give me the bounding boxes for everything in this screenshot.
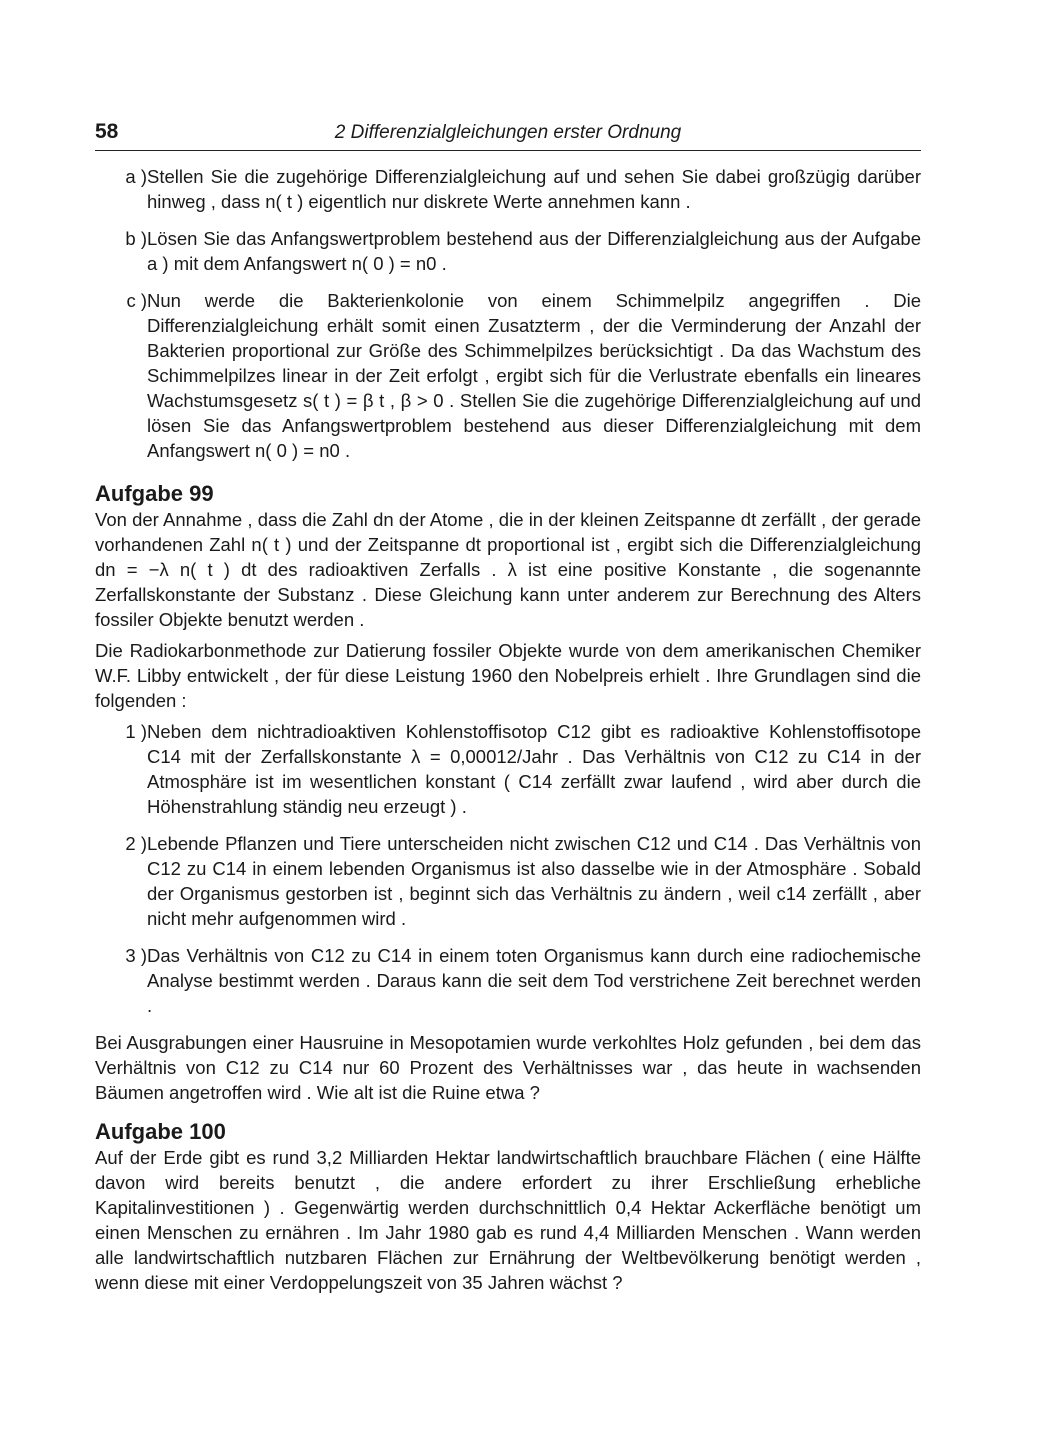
item-text: Das Verhältnis von C12 zu C14 in einem toten Organismus kann durch eine radiochemische Analyse bestimmt werden . Daraus kann die seit dem Tod verstrichene Zeit berechnet werden . <box>147 945 921 1016</box>
list-item <box>95 719 921 819</box>
page-content <box>95 164 921 1295</box>
list-item <box>95 288 921 463</box>
exercise-heading: Aufgabe 99 <box>95 481 214 506</box>
list-item <box>95 226 921 276</box>
chapter-title: 2 Differenzialgleichungen erster Ordnung <box>334 122 682 143</box>
paragraph: Die Radiokarbonmethode zur Datierung fossiler Objekte wurde von dem amerikanischen Chemiker W.F. Libby entwickelt , der für diese Leistung 1960 den Nobelpreis erhielt . Ihre Grundlagen sind die folgenden : <box>95 640 921 711</box>
item-label: 2 ) <box>125 833 147 854</box>
paragraph: Bei Ausgrabungen einer Hausruine in Mesopotamien wurde verkohltes Holz gefunden , bei dem das Verhältnis von C12 zu C14 nur 60 Prozent des Verhältnisses war , das heute in wachsenden Bäumen angetroffen wird . Wie alt ist die Ruine etwa ? <box>95 1032 921 1103</box>
item-text: Neben dem nichtradioaktiven Kohlenstoffisotop C12 gibt es radioaktive Kohlenstoffisotope C14 mit der Zerfallskonstante λ = 0,00012/Jahr . Das Verhältnis von C12 zu C14 in der Atmosphäre ist im wesentlichen konstant ( C14 zerfällt zwar laufend , wird aber durch die Höhenstrahlung ständig neu erzeugt ) . <box>147 721 921 817</box>
item-text: Stellen Sie die zugehörige Differenzialgleichung auf und sehen Sie dabei großzügig darüber hinweg , dass n( t ) eigentlich nur diskrete Werte annehmen kann . <box>147 166 921 212</box>
page-header <box>95 120 921 151</box>
item-text: Nun werde die Bakterienkolonie von einem Schimmelpilz angegriffen . Die Differenzialgleichung erhält somit einen Zusatzterm , der die Verminderung der Anzahl der Bakterien proportional zur Größe des Schimmelpilzes berücksichtigt . Da das Wachstum des Schimmelpilzes linear in der Zeit erfolgt , ergibt sich für die Verlustrate ebenfalls ein lineares Wachstumsgesetz s( t ) = β t , β > 0 . Stellen Sie die zugehörige Differenzialgleichung auf und lösen Sie das Anfangswertproblem bestehend aus dieser Differenzialgleichung mit dem Anfangswert n( 0 ) = n0 . <box>147 290 921 461</box>
list-item <box>95 164 921 214</box>
item-text: Lösen Sie das Anfangswertproblem bestehend aus der Differenzialgleichung aus der Aufgabe a ) mit dem Anfangswert n( 0 ) = n0 . <box>147 228 921 274</box>
list-item <box>95 831 921 931</box>
page-number: 58 <box>95 120 119 143</box>
paragraph: Von der Annahme , dass die Zahl dn der Atome , die in der kleinen Zeitspanne dt zerfällt , der gerade vorhandenen Zahl n( t ) und der Zeitspanne dt proportional ist , ergibt sich die Differenzialgleichung dn = −λ n( t ) dt des radioaktiven Zerfalls . λ ist eine positive Konstante , die sogenannte Zerfallskonstante der Substanz . Diese Gleichung kann unter anderem zur Berechnung des Alters fossiler Objekte benutzt werden . <box>95 509 921 630</box>
item-label: a ) <box>125 166 147 187</box>
exercise-heading: Aufgabe 100 <box>95 1119 226 1144</box>
paragraph: Auf der Erde gibt es rund 3,2 Milliarden Hektar landwirtschaftlich brauchbare Flächen ( eine Hälfte davon wird bereits benutzt , die andere erfordert zu ihrer Erschließung erhebliche Kapitalinvestitionen ) . Gegenwärtig werden durchschnittlich 0,4 Hektar Ackerfläche benötigt um einen Menschen zu ernähren . Im Jahr 1980 gab es rund 4,4 Milliarden Menschen . Wann werden alle landwirtschaftlich nutzbaren Flächen zur Ernährung der Weltbevölkerung benötigt werden , wenn diese mit einer Verdoppelungszeit von 35 Jahren wächst ? <box>95 1147 921 1293</box>
list-item <box>95 943 921 1018</box>
item-label: c ) <box>126 290 147 311</box>
item-label: 1 ) <box>125 721 147 742</box>
item-text: Lebende Pflanzen und Tiere unterscheiden nicht zwischen C12 und C14 . Das Verhältnis von C12 zu C14 in einem lebenden Organismus ist also dasselbe wie in der Atmosphäre . Sobald der Organismus gestorben ist , beginnt sich das Verhältnis zu ändern , weil c14 zerfällt , aber nicht mehr aufgenommen wird . <box>147 833 921 929</box>
item-label: b ) <box>125 228 147 249</box>
item-label: 3 ) <box>125 945 147 966</box>
